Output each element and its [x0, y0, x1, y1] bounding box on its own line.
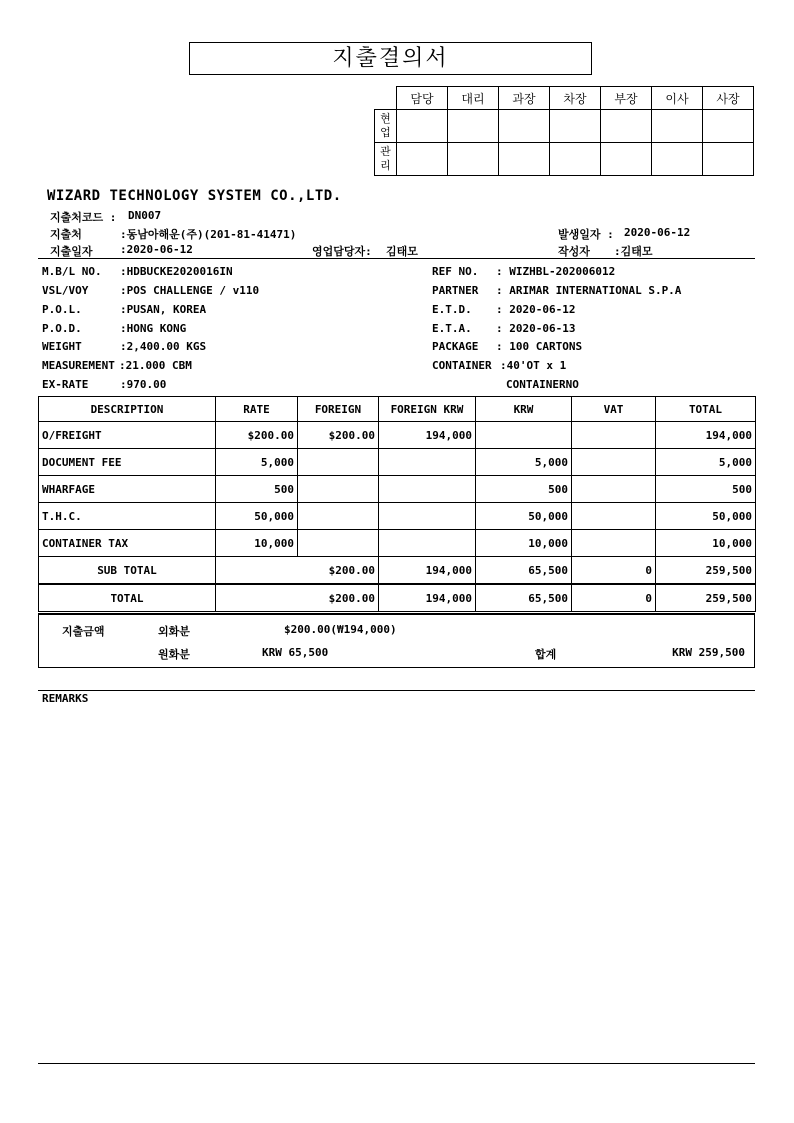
cell-krw: [476, 422, 572, 449]
subtotal-label: SUB TOTAL: [39, 557, 216, 585]
signature-cell[interactable]: [397, 110, 448, 143]
cell-total: 500: [656, 476, 756, 503]
eta-label: E.T.A.: [432, 322, 472, 335]
cell-description: O/FREIGHT: [39, 422, 216, 449]
approval-header: 사장: [703, 87, 754, 110]
writer-value: :김태모: [614, 245, 653, 258]
signature-cell[interactable]: [448, 110, 499, 143]
column-header: KRW: [476, 397, 572, 422]
container-label: CONTAINER: [432, 359, 492, 372]
company-name: WIZARD TECHNOLOGY SYSTEM CO.,LTD.: [47, 188, 342, 204]
approval-row-label-char: 관: [380, 145, 391, 158]
total-row: [39, 584, 756, 612]
cell-total: 10,000: [656, 530, 756, 557]
etd-label: E.T.D.: [432, 303, 472, 316]
vsl-label: VSL/VOY: [42, 284, 89, 297]
column-header: DESCRIPTION: [39, 397, 216, 422]
column-header: VAT: [572, 397, 656, 422]
total-vat: 0: [572, 584, 656, 612]
cell-rate: 5,000: [216, 449, 298, 476]
approval-row-label: [375, 110, 397, 143]
table-row: [39, 476, 756, 503]
signature-cell[interactable]: [652, 110, 703, 143]
cell-rate: $200.00: [216, 422, 298, 449]
signature-cell[interactable]: [550, 143, 601, 176]
remarks-divider: [38, 690, 755, 691]
amount-label: 지출금액: [62, 625, 105, 638]
vendor-value: :동남아해운(주)(201-81-41471): [120, 228, 297, 241]
mbl-value: :HDBUCKE2020016IN: [120, 265, 233, 278]
subtotal-total: 259,500: [656, 557, 756, 585]
signature-cell[interactable]: [601, 143, 652, 176]
column-header: RATE: [216, 397, 298, 422]
cell-total: 194,000: [656, 422, 756, 449]
cell-krw: 500: [476, 476, 572, 503]
approval-header: 과장: [499, 87, 550, 110]
cell-description: CONTAINER TAX: [39, 530, 216, 557]
approval-row-label-char: 업: [380, 126, 391, 139]
exrate-label: EX-RATE: [42, 378, 89, 391]
vsl-value: :POS CHALLENGE / v110: [120, 284, 260, 297]
charges-table: [38, 396, 756, 612]
exrate-value: :970.00: [120, 378, 167, 391]
table-row: [39, 422, 756, 449]
cell-foreign-krw: [379, 449, 476, 476]
package-label: PACKAGE: [432, 340, 479, 353]
pay-date-label: 지출일자: [50, 245, 93, 258]
foreign-amount-label: 외화분: [158, 625, 190, 638]
subtotal-row: [39, 557, 756, 585]
cell-total: 5,000: [656, 449, 756, 476]
subtotal-vat: 0: [572, 557, 656, 585]
signature-cell[interactable]: [601, 110, 652, 143]
signature-cell[interactable]: [550, 110, 601, 143]
weight-label: WEIGHT: [42, 340, 82, 353]
cell-krw: 5,000: [476, 449, 572, 476]
document-title: 지출결의서: [189, 42, 592, 75]
signature-cell[interactable]: [652, 143, 703, 176]
total-foreign-krw: 194,000: [379, 584, 476, 612]
partner-value: : ARIMAR INTERNATIONAL S.P.A: [496, 284, 682, 297]
cell-description: WHARFAGE: [39, 476, 216, 503]
approval-header: 차장: [550, 87, 601, 110]
table-header-row: [39, 397, 756, 422]
writer-label: 작성자: [558, 245, 590, 258]
signature-cell[interactable]: [499, 143, 550, 176]
cell-foreign-krw: [379, 476, 476, 503]
cell-foreign-krw: [379, 530, 476, 557]
approval-header: 이사: [652, 87, 703, 110]
eta-value: : 2020-06-13: [496, 322, 576, 335]
footer-divider: [38, 1063, 755, 1064]
ref-value: : WIZHBL-202006012: [496, 265, 616, 278]
pol-value: :PUSAN, KOREA: [120, 303, 207, 316]
pol-label: P.O.L.: [42, 303, 82, 316]
mbl-label: M.B/L NO.: [42, 265, 102, 278]
subtotal-krw: 65,500: [476, 557, 572, 585]
subtotal-foreign-krw: 194,000: [379, 557, 476, 585]
cell-foreign: [298, 530, 379, 557]
cell-foreign-krw: 194,000: [379, 422, 476, 449]
total-total: 259,500: [656, 584, 756, 612]
signature-cell[interactable]: [703, 110, 754, 143]
column-header: FOREIGN: [298, 397, 379, 422]
approval-corner: [375, 87, 397, 110]
cell-foreign: $200.00: [298, 422, 379, 449]
vendor-label: 지출처: [50, 228, 82, 241]
cell-vat: [572, 503, 656, 530]
approval-header: 부장: [601, 87, 652, 110]
containerno-label: CONTAINERNO: [506, 378, 579, 391]
measurement-value: :21.000 CBM: [119, 359, 192, 372]
cell-foreign: [298, 503, 379, 530]
issue-date-value: 2020-06-12: [624, 226, 691, 239]
local-amount-label: 원화분: [158, 648, 190, 661]
signature-cell[interactable]: [703, 143, 754, 176]
cell-vat: [572, 476, 656, 503]
table-row: [39, 503, 756, 530]
partner-label: PARTNER: [432, 284, 479, 297]
summary-box: [38, 613, 755, 668]
approval-row-label-char: 리: [380, 159, 391, 172]
cell-foreign: [298, 476, 379, 503]
cell-description: DOCUMENT FEE: [39, 449, 216, 476]
ref-label: REF NO.: [432, 265, 479, 278]
weight-value: :2,400.00 KGS: [120, 340, 207, 353]
cell-krw: 50,000: [476, 503, 572, 530]
issue-date-label: 발생일자 :: [558, 228, 614, 241]
pod-label: P.O.D.: [42, 322, 82, 335]
container-value: :40'OT x 1: [500, 359, 567, 372]
column-header: TOTAL: [656, 397, 756, 422]
total-foreign: $200.00: [216, 584, 379, 612]
subtotal-foreign: $200.00: [216, 557, 379, 585]
cell-total: 50,000: [656, 503, 756, 530]
cell-description: T.H.C.: [39, 503, 216, 530]
sales-value: 김태모: [386, 245, 418, 258]
cell-rate: 50,000: [216, 503, 298, 530]
code-label: 지출처코드 :: [50, 211, 117, 224]
cell-vat: [572, 530, 656, 557]
code-value: DN007: [128, 209, 162, 222]
cell-vat: [572, 422, 656, 449]
measurement-label: MEASUREMENT: [42, 359, 115, 372]
table-row: [39, 530, 756, 557]
cell-krw: 10,000: [476, 530, 572, 557]
total-krw: 65,500: [476, 584, 572, 612]
sum-value: KRW 259,500: [672, 646, 745, 659]
cell-foreign-krw: [379, 503, 476, 530]
table-row: [39, 449, 756, 476]
approval-header: 대리: [448, 87, 499, 110]
column-header: FOREIGN KRW: [379, 397, 476, 422]
foreign-amount-value: $200.00(₩194,000): [284, 623, 397, 636]
approval-grid: [374, 86, 754, 176]
total-label: TOTAL: [39, 584, 216, 612]
pay-date-value: :2020-06-12: [120, 243, 193, 256]
signature-cell[interactable]: [397, 143, 448, 176]
signature-cell[interactable]: [448, 143, 499, 176]
divider: [38, 258, 755, 259]
sales-label: 영업담당자:: [312, 245, 372, 258]
remarks-label: REMARKS: [42, 692, 89, 705]
approval-row-label-char: 현: [380, 112, 391, 125]
cell-foreign: [298, 449, 379, 476]
cell-rate: 500: [216, 476, 298, 503]
cell-vat: [572, 449, 656, 476]
package-value: : 100 CARTONS: [496, 340, 583, 353]
signature-cell[interactable]: [499, 110, 550, 143]
approval-row-label: [375, 143, 397, 176]
pod-value: :HONG KONG: [120, 322, 187, 335]
local-amount-value: KRW 65,500: [262, 646, 329, 659]
etd-value: : 2020-06-12: [496, 303, 576, 316]
sum-label: 합계: [535, 648, 557, 661]
cell-rate: 10,000: [216, 530, 298, 557]
approval-header: 담당: [397, 87, 448, 110]
